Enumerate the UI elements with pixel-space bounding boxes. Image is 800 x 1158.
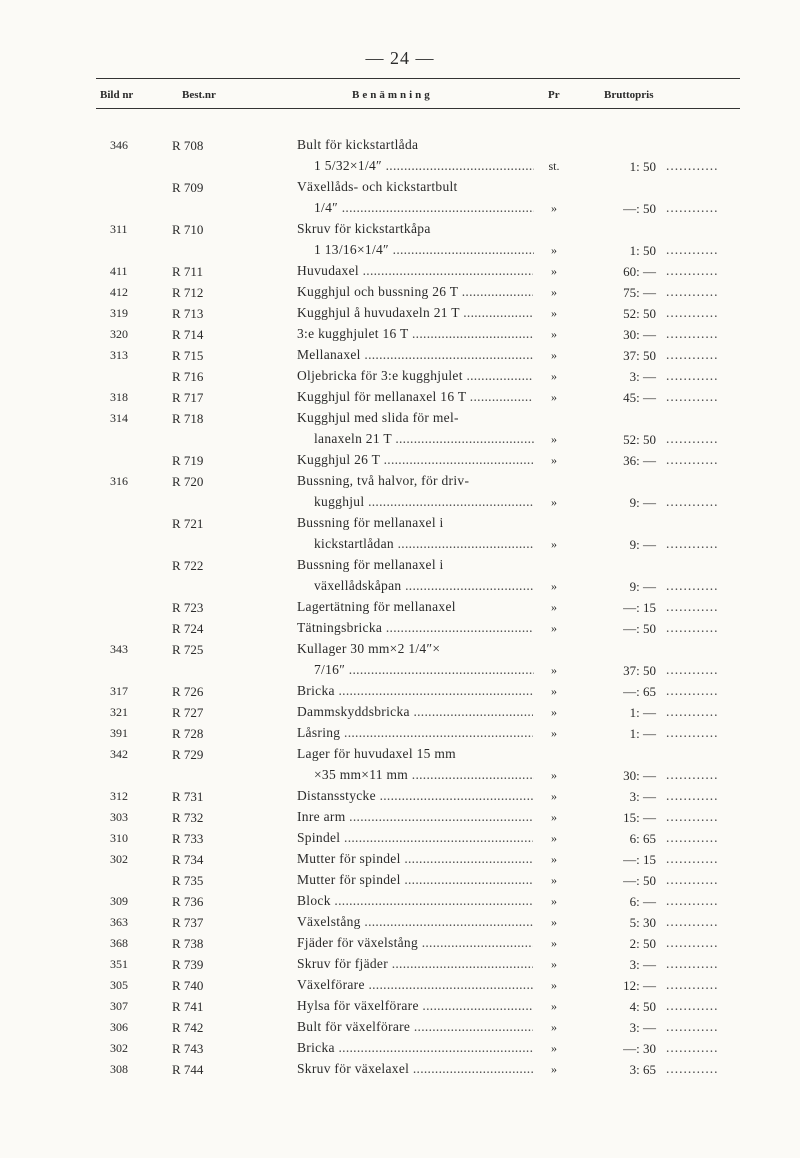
bruttopris-cell: 5: 30 (629, 915, 656, 930)
best-nr-cell: R 742 (172, 1020, 204, 1035)
best-nr-cell: R 717 (172, 390, 204, 405)
bruttopris-cell: 9: — (629, 495, 656, 510)
table-row (0, 325, 800, 346)
benamning-cell: växellådskåpan ..... (314, 578, 534, 594)
benamning-cell: Bult för växelförare ..... (297, 1019, 533, 1035)
leader-dots: ............ (666, 347, 719, 362)
benamning-cell: Hylsa för växelförare ..... (297, 998, 533, 1014)
leader-dots: ............ (666, 452, 719, 467)
bild-nr-cell: 321 (110, 705, 128, 719)
bild-nr-cell: 412 (110, 285, 128, 299)
pr-cell: » (551, 1062, 557, 1076)
bruttopris-cell: 15: — (623, 810, 656, 825)
bruttopris-cell: 9: — (629, 537, 656, 552)
bruttopris-cell: 45: — (623, 390, 656, 405)
table-row (0, 724, 800, 745)
bild-nr-cell: 319 (110, 306, 128, 320)
bruttopris-cell: 12: — (623, 978, 656, 993)
table-row (0, 934, 800, 955)
leader-dots: ............ (666, 851, 719, 866)
benamning-cell: 3:e kugghjulet 16 T ..... (297, 326, 533, 342)
bruttopris-cell: —: 30 (623, 1041, 656, 1056)
best-nr-cell: R 709 (172, 180, 204, 195)
pr-cell: » (551, 684, 557, 698)
table-row (0, 409, 800, 430)
pr-cell: » (551, 600, 557, 614)
pr-cell: » (551, 957, 557, 971)
pr-cell: » (551, 915, 557, 929)
table-row (0, 430, 800, 451)
bild-nr-cell: 318 (110, 390, 128, 404)
table-row (0, 955, 800, 976)
table-row (0, 199, 800, 220)
pr-cell: » (551, 1041, 557, 1055)
table-row (0, 262, 800, 283)
header-bottom-rule (96, 108, 740, 109)
table-row (0, 913, 800, 934)
table-row (0, 346, 800, 367)
pr-cell: » (551, 453, 557, 467)
table-row (0, 577, 800, 598)
benamning-cell: Bussning för mellanaxel i (297, 515, 444, 530)
benamning-cell: Bricka ..... (297, 1040, 533, 1056)
best-nr-cell: R 738 (172, 936, 204, 951)
bild-nr-cell: 411 (110, 264, 128, 278)
table-row (0, 976, 800, 997)
benamning-cell: Fjäder för växelstång ..... (297, 935, 533, 951)
best-nr-cell: R 712 (172, 285, 204, 300)
benamning-cell: Mellanaxel ..... (297, 347, 533, 363)
table-row (0, 703, 800, 724)
table-row (0, 157, 800, 178)
table-row (0, 766, 800, 787)
benamning-cell: Spindel ..... (297, 830, 533, 846)
table-row (0, 304, 800, 325)
best-nr-cell: R 715 (172, 348, 204, 363)
pr-cell: » (551, 705, 557, 719)
best-nr-cell: R 740 (172, 978, 204, 993)
benamning-cell: Kugghjul för mellanaxel 16 T ..... (297, 389, 533, 405)
table-row (0, 661, 800, 682)
pr-cell: » (551, 495, 557, 509)
best-nr-cell: R 734 (172, 852, 204, 867)
leader-dots: ............ (666, 389, 719, 404)
pr-cell: » (551, 978, 557, 992)
leader-dots: ............ (666, 956, 719, 971)
table-row (0, 178, 800, 199)
bild-nr-cell: 302 (110, 1041, 128, 1055)
best-nr-cell: R 720 (172, 474, 204, 489)
bild-nr-cell: 314 (110, 411, 128, 425)
page-number: — 24 — (365, 48, 435, 68)
benamning-cell: Bricka ..... (297, 683, 533, 699)
pr-cell: » (551, 537, 557, 551)
bruttopris-cell: 3: — (629, 369, 656, 384)
leader-dots: ............ (666, 1061, 719, 1076)
table-row (0, 1018, 800, 1039)
benamning-cell: kugghjul ..... (314, 494, 534, 510)
table-row (0, 640, 800, 661)
parts-table (0, 136, 800, 1081)
benamning-cell: Växelförare ..... (297, 977, 533, 993)
table-row (0, 787, 800, 808)
table-row (0, 241, 800, 262)
best-nr-cell: R 710 (172, 222, 204, 237)
best-nr-cell: R 744 (172, 1062, 204, 1077)
benamning-cell: Huvudaxel ..... (297, 263, 533, 279)
bild-nr-cell: 308 (110, 1062, 128, 1076)
best-nr-cell: R 724 (172, 621, 204, 636)
table-row (0, 745, 800, 766)
bruttopris-cell: 1: 50 (629, 243, 656, 258)
leader-dots: ............ (666, 830, 719, 845)
benamning-cell: Kugghjul med slida för mel- (297, 410, 459, 425)
best-nr-cell: R 727 (172, 705, 204, 720)
pr-cell: » (551, 432, 557, 446)
bild-nr-cell: 363 (110, 915, 128, 929)
benamning-cell: Låsring ..... (297, 725, 533, 741)
benamning-cell: 1/4″ ..... (314, 200, 534, 216)
bruttopris-cell: 30: — (623, 327, 656, 342)
best-nr-cell: R 731 (172, 789, 204, 804)
column-header-pr: Pr (548, 89, 560, 101)
column-header-benamning: Benämning (352, 89, 433, 101)
bruttopris-cell: 4: 50 (629, 999, 656, 1014)
bruttopris-cell: 1: — (629, 726, 656, 741)
leader-dots: ............ (666, 788, 719, 803)
benamning-cell: Lagertätning för mellanaxel (297, 599, 456, 614)
table-row (0, 682, 800, 703)
bild-nr-cell: 391 (110, 726, 128, 740)
leader-dots: ............ (666, 158, 719, 173)
bruttopris-cell: 3: — (629, 957, 656, 972)
table-row (0, 367, 800, 388)
table-row (0, 808, 800, 829)
bild-nr-cell: 302 (110, 852, 128, 866)
pr-cell: » (551, 285, 557, 299)
pr-cell: » (551, 873, 557, 887)
benamning-cell: lanaxeln 21 T ..... (314, 431, 534, 447)
pr-cell: » (551, 726, 557, 740)
leader-dots: ............ (666, 683, 719, 698)
best-nr-cell: R 726 (172, 684, 204, 699)
bruttopris-cell: 30: — (623, 768, 656, 783)
leader-dots: ............ (666, 1040, 719, 1055)
pr-cell: » (551, 768, 557, 782)
table-row (0, 472, 800, 493)
table-row (0, 1039, 800, 1060)
best-nr-cell: R 743 (172, 1041, 204, 1056)
bild-nr-cell: 303 (110, 810, 128, 824)
leader-dots: ............ (666, 704, 719, 719)
pr-cell: » (551, 579, 557, 593)
best-nr-cell: R 716 (172, 369, 204, 384)
bild-nr-cell: 368 (110, 936, 128, 950)
pr-cell: » (551, 936, 557, 950)
benamning-cell: Växellåds- och kickstartbult (297, 179, 458, 194)
bild-nr-cell: 307 (110, 999, 128, 1013)
benamning-cell: Block ..... (297, 893, 533, 909)
bild-nr-cell: 310 (110, 831, 128, 845)
bruttopris-cell: 1: — (629, 705, 656, 720)
leader-dots: ............ (666, 326, 719, 341)
leader-dots: ............ (666, 578, 719, 593)
bild-nr-cell: 316 (110, 474, 128, 488)
bruttopris-cell: —: 50 (623, 621, 656, 636)
leader-dots: ............ (666, 893, 719, 908)
bruttopris-cell: 36: — (623, 453, 656, 468)
table-row (0, 1060, 800, 1081)
bruttopris-cell: 3: — (629, 789, 656, 804)
bild-nr-cell: 317 (110, 684, 128, 698)
column-header-bruttopris: Bruttopris (604, 89, 654, 101)
table-row (0, 850, 800, 871)
leader-dots: ............ (666, 263, 719, 278)
pr-cell: » (551, 621, 557, 635)
best-nr-cell: R 725 (172, 642, 204, 657)
leader-dots: ............ (666, 977, 719, 992)
benamning-cell: Oljebricka för 3:e kugghjulet ..... (297, 368, 533, 384)
pr-cell: » (551, 369, 557, 383)
best-nr-cell: R 732 (172, 810, 204, 825)
bruttopris-cell: 3: — (629, 1020, 656, 1035)
best-nr-cell: R 741 (172, 999, 204, 1014)
table-row (0, 556, 800, 577)
bruttopris-cell: —: 15 (623, 600, 656, 615)
bruttopris-cell: 3: 65 (629, 1062, 656, 1077)
bruttopris-cell: 52: 50 (623, 306, 656, 321)
benamning-cell: Tätningsbricka ..... (297, 620, 533, 636)
leader-dots: ............ (666, 368, 719, 383)
pr-cell: » (551, 1020, 557, 1034)
leader-dots: ............ (666, 662, 719, 677)
best-nr-cell: R 737 (172, 915, 204, 930)
best-nr-cell: R 729 (172, 747, 204, 762)
best-nr-cell: R 733 (172, 831, 204, 846)
best-nr-cell: R 736 (172, 894, 204, 909)
bild-nr-cell: 320 (110, 327, 128, 341)
bild-nr-cell: 313 (110, 348, 128, 362)
leader-dots: ............ (666, 620, 719, 635)
bild-nr-cell: 312 (110, 789, 128, 803)
pr-cell: » (551, 663, 557, 677)
bruttopris-cell: —: 65 (623, 684, 656, 699)
best-nr-cell: R 713 (172, 306, 204, 321)
benamning-cell: 7/16″ ..... (314, 662, 534, 678)
pr-cell: » (551, 831, 557, 845)
benamning-cell: Kugghjul å huvudaxeln 21 T ..... (297, 305, 533, 321)
best-nr-cell: R 718 (172, 411, 204, 426)
bild-nr-cell: 342 (110, 747, 128, 761)
bruttopris-cell: 75: — (623, 285, 656, 300)
pr-cell: » (551, 810, 557, 824)
table-row (0, 388, 800, 409)
benamning-cell: Bult för kickstartlåda (297, 137, 419, 152)
leader-dots: ............ (666, 998, 719, 1013)
benamning-cell: Dammskyddsbricka ..... (297, 704, 533, 720)
benamning-cell: Mutter för spindel ..... (297, 872, 533, 888)
benamning-cell: Skruv för kickstartkåpa (297, 221, 431, 236)
bruttopris-cell: 37: 50 (623, 663, 656, 678)
leader-dots: ............ (666, 494, 719, 509)
table-row (0, 493, 800, 514)
leader-dots: ............ (666, 284, 719, 299)
leader-dots: ............ (666, 599, 719, 614)
bruttopris-cell: 9: — (629, 579, 656, 594)
table-row (0, 514, 800, 535)
table-row (0, 535, 800, 556)
best-nr-cell: R 722 (172, 558, 204, 573)
table-row (0, 598, 800, 619)
table-row (0, 871, 800, 892)
bruttopris-cell: 37: 50 (623, 348, 656, 363)
bild-nr-cell: 309 (110, 894, 128, 908)
bruttopris-cell: —: 50 (623, 201, 656, 216)
benamning-cell: 1 5/32×1/4″ ..... (314, 158, 534, 174)
benamning-cell: Kugghjul 26 T ..... (297, 452, 533, 468)
bruttopris-cell: 6: — (629, 894, 656, 909)
pr-cell: » (551, 327, 557, 341)
column-header-best-nr: Best.nr (182, 89, 216, 101)
leader-dots: ............ (666, 200, 719, 215)
pr-cell: » (551, 894, 557, 908)
benamning-cell: Lager för huvudaxel 15 mm (297, 746, 456, 761)
benamning-cell: Inre arm ..... (297, 809, 533, 825)
benamning-cell: Kugghjul och bussning 26 T ..... (297, 284, 533, 300)
benamning-cell: kickstartlådan ..... (314, 536, 534, 552)
pr-cell: » (551, 390, 557, 404)
bruttopris-cell: 1: 50 (629, 159, 656, 174)
pr-cell: » (551, 264, 557, 278)
leader-dots: ............ (666, 767, 719, 782)
table-row (0, 829, 800, 850)
bruttopris-cell: 60: — (623, 264, 656, 279)
bild-nr-cell: 305 (110, 978, 128, 992)
benamning-cell: 1 13/16×1/4″ ..... (314, 242, 534, 258)
table-row (0, 136, 800, 157)
bruttopris-cell: —: 15 (623, 852, 656, 867)
best-nr-cell: R 708 (172, 138, 204, 153)
leader-dots: ............ (666, 431, 719, 446)
bild-nr-cell: 346 (110, 138, 128, 152)
header-rule (96, 78, 740, 79)
bild-nr-cell: 351 (110, 957, 128, 971)
table-row (0, 619, 800, 640)
leader-dots: ............ (666, 1019, 719, 1034)
pr-cell: » (551, 348, 557, 362)
best-nr-cell: R 711 (172, 264, 203, 279)
best-nr-cell: R 723 (172, 600, 204, 615)
best-nr-cell: R 719 (172, 453, 204, 468)
pr-cell: » (551, 852, 557, 866)
benamning-cell: ×35 mm×11 mm ..... (314, 767, 534, 783)
best-nr-cell: R 714 (172, 327, 204, 342)
benamning-cell: Kullager 30 mm×2 1/4″× (297, 641, 441, 656)
pr-cell: st. (548, 159, 560, 173)
best-nr-cell: R 735 (172, 873, 204, 888)
pr-cell: » (551, 306, 557, 320)
best-nr-cell: R 739 (172, 957, 204, 972)
leader-dots: ............ (666, 242, 719, 257)
bild-nr-cell: 306 (110, 1020, 128, 1034)
leader-dots: ............ (666, 914, 719, 929)
table-row (0, 997, 800, 1018)
benamning-cell: Bussning, två halvor, för driv- (297, 473, 470, 488)
best-nr-cell: R 721 (172, 516, 204, 531)
pr-cell: » (551, 789, 557, 803)
best-nr-cell: R 728 (172, 726, 204, 741)
pr-cell: » (551, 999, 557, 1013)
leader-dots: ............ (666, 725, 719, 740)
benamning-cell: Distansstycke ..... (297, 788, 533, 804)
benamning-cell: Växelstång ..... (297, 914, 533, 930)
benamning-cell: Bussning för mellanaxel i (297, 557, 444, 572)
benamning-cell: Skruv för växelaxel ..... (297, 1061, 533, 1077)
leader-dots: ............ (666, 536, 719, 551)
table-row (0, 283, 800, 304)
table-row (0, 220, 800, 241)
bruttopris-cell: 52: 50 (623, 432, 656, 447)
pr-cell: » (551, 201, 557, 215)
bild-nr-cell: 343 (110, 642, 128, 656)
benamning-cell: Skruv för fjäder ..... (297, 956, 533, 972)
bruttopris-cell: 6: 65 (629, 831, 656, 846)
leader-dots: ............ (666, 305, 719, 320)
table-row (0, 892, 800, 913)
column-header-bild-nr: Bild nr (100, 89, 134, 101)
leader-dots: ............ (666, 935, 719, 950)
leader-dots: ............ (666, 872, 719, 887)
pr-cell: » (551, 243, 557, 257)
bruttopris-cell: 2: 50 (629, 936, 656, 951)
benamning-cell: Mutter för spindel ..... (297, 851, 533, 867)
bruttopris-cell: —: 50 (623, 873, 656, 888)
table-row (0, 451, 800, 472)
leader-dots: ............ (666, 809, 719, 824)
bild-nr-cell: 311 (110, 222, 128, 236)
